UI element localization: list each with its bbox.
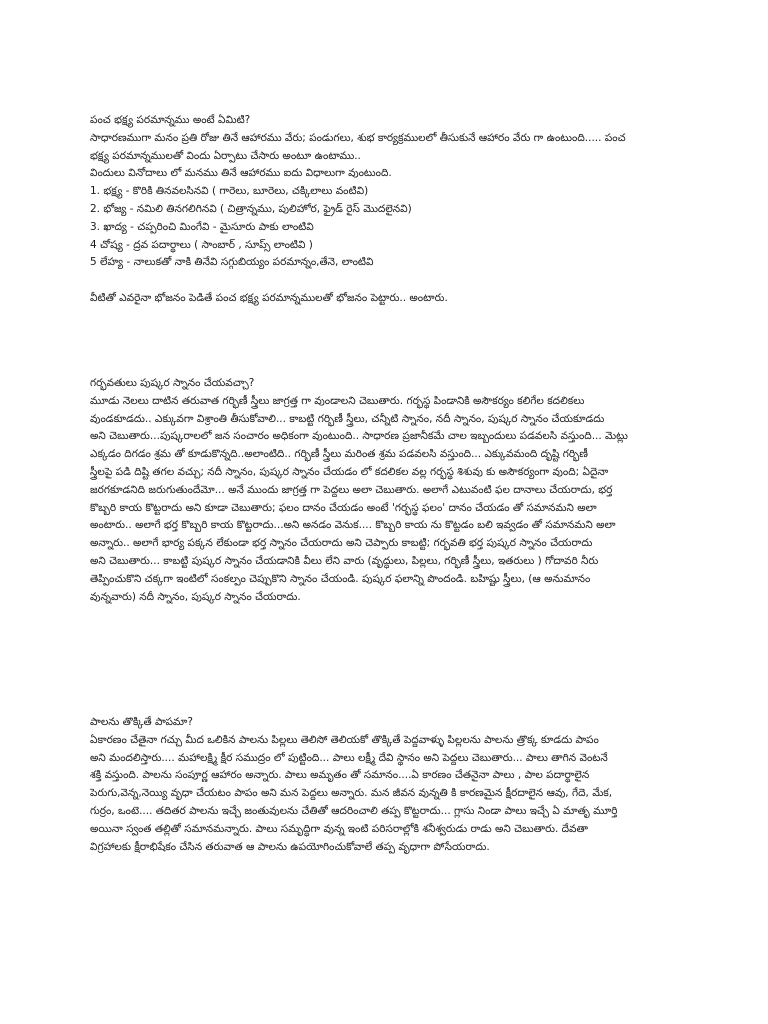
text-line: అని చెబుతారు... కాబట్టి పుష్కర స్నానం చేయడానికి వీలు లేని వారు (వృద్ధులు, పిల్లలు, గర్భిణీ స్త్రీలు, ఇతరులు ) గోదావరి నీరు: [90, 554, 599, 567]
text-line: ఏకారణం చేతైనా గచ్చు మీద ఒలికిన పాలను పిల్లలు తెలిసో తెలియకో తొక్కితే పెద్దవాళ్ళు పిల్లలను పాలను త్రొక్క కూడదు పాపం: [90, 733, 599, 746]
blank-line: [90, 272, 626, 290]
section-title: పాలను తొక్కితే పాపమా?: [90, 716, 193, 728]
text-line: అని చెబుతారు...పుష్కరాలలో జన సంచారం అధికంగా వుంటుంది.. సాధారణ ప్రజానీకమే చాల ఇబ్బందులు పడవలసి వస్తుంది... మెట్లు: [90, 430, 628, 443]
text-line: అయినా స్వంత తల్లితో సమానమన్నారు. పాలు సమృద్ధిగా వున్న ఇంటి పరిసరాల్లోకి శనీశ్వరుడు రాడు అని చెబుతారు. దేవతా: [90, 822, 588, 835]
text-line: అన్నారు.. అలాగే భార్య పక్కన లేకుండా భర్త స్నానం చేయరాదు అని చెప్పారు కాబట్టి; గర్భవతి భర్త పుష్కర స్నానం చేయరాదు: [90, 537, 593, 550]
text-line: పెరుగు,వెన్న,నెయ్యి వృధా చేయటం పాపం అని మన పెద్దలు అన్నారు. మన జీవన వున్నతి కి కారణమైన క్షీరదాలైన ఆవు, గేదె, మేక,: [90, 787, 613, 800]
text-line: కొబ్బరి కాయ కొట్టరాదు అని కూడా చెబుతారు; ఫలం దానం చేయడం అంటే 'గర్భస్థ ఫలం' దానం చేయడం తో సమానమని అలా: [90, 501, 597, 514]
list-item: 1. భక్ష్య - కొరికి తినవలసినవి ( గారెలు, బూరెలు, చక్కిలాలు వంటివి): [90, 185, 369, 198]
section-pancha-bhakshya: [90, 112, 626, 308]
text-line: అంటారు.. అలాగే భర్త కొబ్బరి కాయ కొట్టరాదు...అని అనడం వెనుక.... కొబ్బరి కాయ ను కొట్టడం బలి ఇవ్వడం తో సమానమని అలా: [90, 519, 616, 532]
list-item: 2. భోజ్య - నమిలి తినగలిగినవి ( చిత్రాన్నము, పులిహోర, ఫ్రైడ్ రైస్ మొదలైనవి): [90, 202, 412, 215]
section-pushkara-snanam: [90, 375, 628, 606]
text-line: విగ్రహాలకు క్షీరాభిషేకం చేసిన తరువాత ఆ పాలను ఉపయోగించుకోవాలే తప్ప వృధాగా పోసేయరాదు.: [90, 840, 490, 853]
list-item: 4 చోష్య - ద్రవ పదార్థాలు ( సాంబార్ , సూప్స్ లాంటివి ): [90, 238, 313, 251]
text-line: సాధారణముగా మనం ప్రతి రోజు తినే ఆహారము వేరు; పండుగలు, శుభ కార్యక్రములలో తీసుకునే ఆహారం వేరు గా ఉంటుంది..... పంచ: [90, 131, 626, 144]
text-line: విందులు వినోదాలు లో మనము తినే ఆహారము ఐదు విధాలుగా వుంటుంది.: [90, 167, 392, 180]
section-title: పంచ భక్ష్య పరమాన్నము అంటే ఏమిటి?: [90, 114, 251, 126]
text-line: మూడు నెలలు దాటిన తరువాత గర్భిణీ స్త్రీలు జాగ్రత్త గా వుండాలని చెబుతారు. గర్భస్థ పిండానికి అసౌకర్యం కలిగేల కదలికలు: [90, 394, 585, 407]
text-line: తెప్పించుకొని చక్కగా ఇంటిలో సంకల్పం చెప్పుకొని స్నానం చేయండి. పుష్కర ఫలాన్ని పొందండి. బహిష్టు స్త్రీలు, (ఆ అనుమానం: [90, 572, 591, 585]
list-item: 3. ఖాద్య - చప్పరించి మింగేవి - మైసూరు పాకు లాంటివి: [90, 220, 314, 233]
section-milk: [90, 714, 617, 856]
section-title: గర్భవతులు పుష్కర స్నానం చేయవచ్చా?: [90, 377, 255, 389]
text-line: వుండకూడదు.. ఎక్కువగా విశ్రాంతి తీసుకోవాలి... కాబట్టి గర్భిణీ స్త్రీలు, చన్నీటి స్నానం, నదీ స్నానం, పుష్కర స్నానం చేయకూడదు: [90, 412, 605, 425]
list-item: 5 లేహ్య - నాలుకతో నాకి తినేవి సగ్గుబియ్యం పరమాన్నం,తేనె, లాంటివి: [90, 256, 374, 269]
text-line: వున్నవారు) నదీ స్నానం, పుష్కర స్నానం చేయరాదు.: [90, 590, 301, 603]
text-line: అని మందలిస్తారు.... మహాలక్ష్మి క్షీర సముద్రం లో పుట్టింది... పాలు లక్ష్మీ దేవి స్థానం అని పెద్దలు చెబుతారు... పాలు తాగిన వెంటనే: [90, 751, 608, 764]
text-line: వీటితో ఎవరైనా భోజనం పెడితే పంచ భక్ష్య పరమాన్నములతో భోజనం పెట్టారు.. అంటారు.: [90, 291, 448, 304]
text-line: భక్ష్య పరమాన్నములతో విందు ఏర్పాటు చేసారు అంటూ ఉంటాము..: [90, 149, 361, 162]
text-line: ఎక్కడం దిగడం శ్రమ తో కూడుకొన్నది..అలాంటిది.. గర్భిణీ స్త్రీలు మరింత శ్రమ పడవలసి వస్తుంది... ఎక్కువమంది దృష్టి గర్భిణీ: [90, 448, 588, 461]
text-line: శక్తి వస్తుంది. పాలను సంపూర్ణ ఆహారం అన్నారు. పాలు అమృతం తో సమానం....ఏ కారణం చేతనైనా పాలు , పాల పదార్థాలైన: [90, 769, 590, 782]
text-line: స్త్రీలపై పడి దిష్టి తగల వచ్చు; నదీ స్నానం, పుష్కర స్నానం చేయడం లో కదలికల వల్ల గర్భస్థ శిశువు కు అసౌకర్యంగా వుంది; ఏదైనా: [90, 465, 609, 478]
text-line: జరగకూడనిది జరుగుతుందేమో... అనే ముందు జాగ్రత్త గా పెద్దలు అలా చెబుతారు. అలాగే ఎటువంటి ఫల దానాలు చేయరాదు, భర్త: [90, 483, 613, 496]
text-line: గుర్రం, ఒంటె.... తదితర పాలను ఇచ్చే జంతువులను చేతితో ఆదరించాలి తప్ప కొట్టరాదు... గ్లాసు నిండా పాలు ఇచ్చే ఏ మాతృ మూర్తి: [90, 804, 618, 817]
